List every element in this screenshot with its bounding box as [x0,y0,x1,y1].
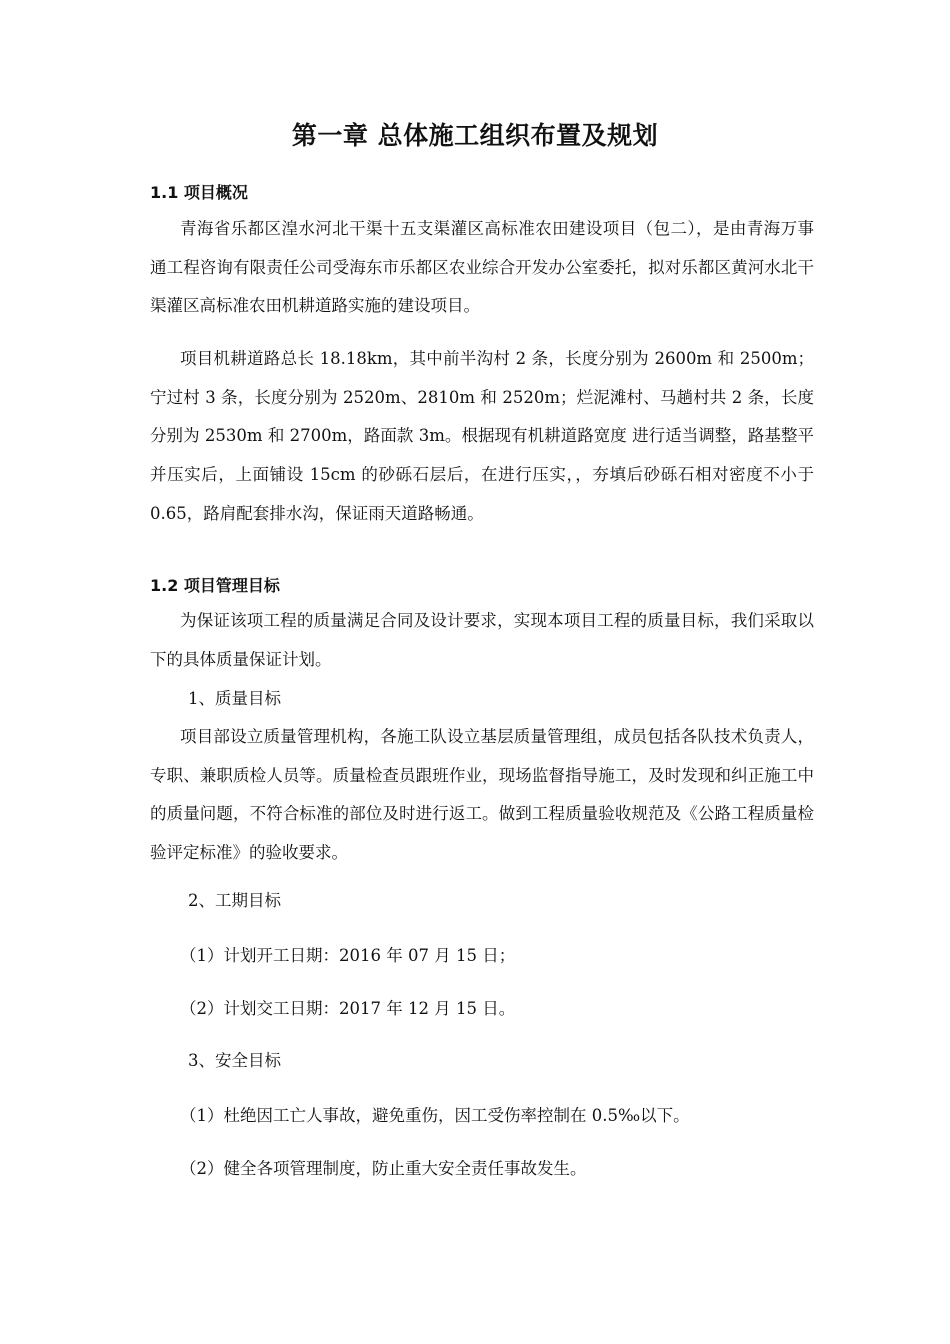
section-heading-management-goals: 1.2 项目管理目标 [150,576,280,595]
management-intro-paragraph: 为保证该项工程的质量满足合同及设计要求，实现本项目工程的质量目标，我们采取以下的具体质量保证计划。 [150,611,814,669]
chapter-title: 第一章 总体施工组织布置及规划 [291,121,659,150]
schedule-end-date: （2）计划交工日期：2017 年 12 月 15 日。 [180,999,516,1018]
safety-goal-title: 3、安全目标 [188,1051,281,1070]
project-overview-paragraph: 青海省乐都区湟水河北干渠十五支渠灌区高标准农田建设项目（包二），是由青海万事通工程咨询有限责任公司受海东市乐都区农业综合开发办公室委托，拟对乐都区黄河水北干渠灌区高标准农田机耕道路实施的建设项目。 [150,219,814,316]
section-heading-project-overview: 1.1 项目概况 [150,183,248,202]
schedule-start-date: （1）计划开工日期：2016 年 07 月 15 日； [180,946,516,965]
quality-goal-title: 1、质量目标 [188,689,281,708]
schedule-goal-title: 2、工期目标 [188,891,281,910]
road-details-paragraph: 项目机耕道路总长 18.18km，其中前半沟村 2 条，长度分别为 2600m 和 2500m；宁过村 3 条，长度分别为 2520m、2810m 和 2520m；烂泥滩村、马趟村共 2 条，长度分别为 2530m 和 2700m，路面款 3m。根据现有机耕道路宽度 进行适当调整，路基整平并压实后，上面铺设 15cm 的砂砾石层后，在进行压实，，夯填后砂砾石相对密度不小于 0.65，路肩配套排水沟，保证雨天道路畅通。 [150,349,814,523]
safety-item-management-system: （2）健全各项管理制度，防止重大安全责任事故发生。 [180,1159,587,1178]
safety-item-injury-rate: （1）杜绝因工亡人事故，避免重伤，因工受伤率控制在 0.5‰以下。 [180,1106,690,1125]
quality-goal-paragraph: 项目部设立质量管理机构，各施工队设立基层质量管理组，成员包括各队技术负责人，专职、兼职质检人员等。质量检查员跟班作业，现场监督指导施工，及时发现和纠正施工中的质量问题，不符合标准的部位及时进行返工。做到工程质量验收规范及《公路工程质量检验评定标准》的验收要求。 [150,727,814,863]
